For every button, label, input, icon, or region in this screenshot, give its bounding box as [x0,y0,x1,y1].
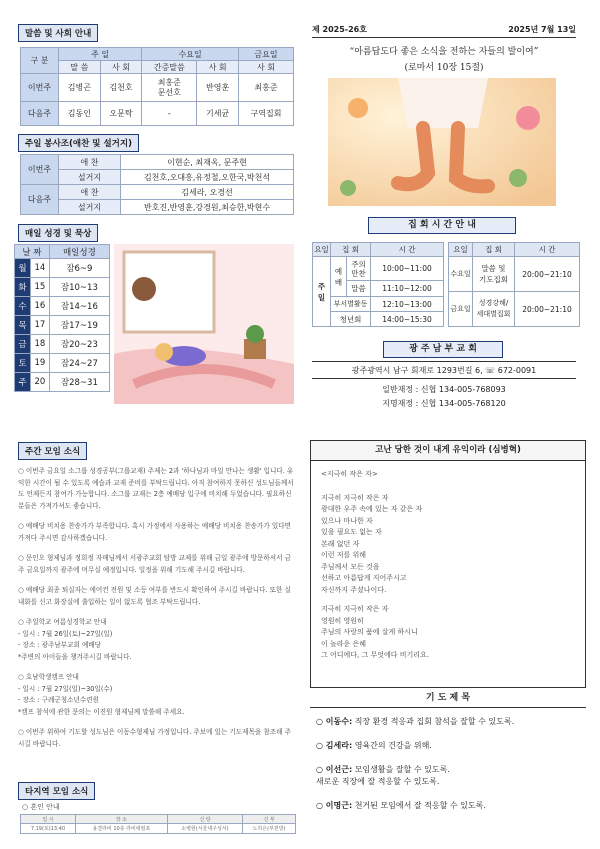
date: 15 [31,278,50,297]
poem-line: 영원히 영원히 [321,616,364,625]
poem-line: 주님께서 모든 것을 [321,562,380,571]
meditation-illustration [114,244,294,404]
prayer-item: ○ 김세라: 영육간의 건강을 위해. [316,741,432,750]
church-name: 광 주 남 부 교 회 [383,341,503,358]
news-item: ○ 이번주 위하여 기도할 성도님은 이동수형제님 가정입니다. 주보에 있는 기도제목을 참조해 주시길 바랍니다. [18,728,291,748]
meeting-name: 주의 만찬 [347,257,371,281]
cell: 7.19(토)13:40 [21,824,76,834]
poem-line: 이 놀라운 은혜 [321,639,367,648]
header-meeting: 집 회 [473,243,515,257]
news-item: ○ 이번주 금요일 소그룹 성경공부(그룹교재) 주제는 2과 '하나님과 마일 만나는 생활' 입니다. 유익한 시간이 될 수 있도록 예습과 교재 준비를 부탁드립니다. 아직 참여하지 못하신 성도님들께서도 언제든지 참여가 가능합니다. 소그룹 교재는 2층 예배당 입구에 비치해 두었습니다. 필요하신 분들은 가져가셔도 좋습니다. [18,467,294,510]
header-time: 시 간 [371,243,444,257]
reading: 잠24~27 [49,354,109,373]
poem-line: 본래 없던 자 [321,539,360,548]
reading: 잠6~9 [49,259,109,278]
header-testimony: 간증말씀 [142,61,197,74]
row-label: 다음주 [21,102,59,126]
header: 일 시 [21,815,76,824]
poem-line: 그 어디에다, 그 무엇에다 비기리요. [321,651,430,659]
prayer-item: ○ 이선근: 모임생활을 잘할 수 있도록. 새로운 직장에 잘 적응할 수 있도록. [316,765,450,786]
header-host-wed: 사 회 [197,61,239,74]
news-item: ○ 문인오 형제님과 정희정 자매님께서 서광주교회 탐방 교제를 위해 금일 광주에 방문하셔서 금주 금요일까지 광주에 머무실 예정입니다. 일정을 위해 기도해 주시길 바랍니다. [18,554,291,574]
date: 20 [31,373,50,392]
cell: 애 찬 [59,155,121,170]
schedule-title: 집 회 시 간 안 내 [368,217,516,234]
dow: 목 [15,316,31,335]
cell: 최홍준 [238,74,293,102]
header-host: 사 회 [100,61,142,74]
reading: 잠20~23 [49,335,109,354]
poem-line: 지극히 지극히 작은 자 [321,605,389,613]
verse: “아름답도다 좋은 소식을 전하는 자들의 발이여” [349,47,539,57]
news-item: ○ 호남학생캠프 안내 - 일시 : 7월 27일(일)~30일(수) - 장소 : 구례군청소년수련원 *캠프 참석에 관한 문의는 이진원 형제님께 말씀해 주세요. [18,673,185,716]
date: 14 [31,259,50,278]
poem-line: 있으나 마나한 자 [321,516,373,525]
schedule-table-weekday [448,242,580,327]
meeting-name: 성경강해/ 세대별집회 [473,292,515,327]
schedule-table-sunday [312,242,444,327]
reading: 잠17~19 [49,316,109,335]
header-sunday: 주 일 [59,48,142,61]
meeting-time: 20:00~21:10 [515,292,580,327]
wednesday-label: 수요일 [449,257,473,292]
poem-line: 선하고 아름답게 지어주시고 [321,574,407,582]
header: 신 랑 [167,815,242,824]
meeting-time: 10:00~11:00 [371,257,444,281]
cell: 오문탁 [100,102,142,126]
prayer-list [316,716,584,824]
date: 16 [31,297,50,316]
poem-subtitle: <지극히 작은 자> [321,470,378,478]
cell: 설거지 [59,170,121,185]
header-reading: 매일성경 [49,245,109,259]
poem-title: 고난 당한 것이 내게 유익이라 (심병혁) [311,441,585,461]
dow: 월 [15,259,31,278]
cell: 기세균 [197,102,239,126]
cell: 노하은(부천방) [243,824,296,834]
news-section-title: 주간 모임 소식 [18,442,87,460]
header-meeting: 집 회 [331,243,371,257]
duty-section-title: 말씀 및 사회 안내 [18,24,98,42]
cell: 김동인 [59,102,101,126]
header-wednesday: 수요일 [142,48,239,61]
header-day: 날 짜 [15,245,50,259]
header-friday: 금요일 [238,48,293,61]
header-day: 요일 [313,243,331,257]
poem-line: 광대한 우주 속에 있는 자 같은 자 [321,505,423,513]
header: 장 소 [76,815,168,824]
service-section-title: 주일 봉사조(애찬 및 설거지) [18,134,139,152]
cell: 설거지 [59,200,121,215]
daily-section-title: 매일 성경 및 묵상 [18,224,98,242]
dow: 금 [15,335,31,354]
cell: 김천호,오대흥,유정철,오한국,박천석 [121,170,294,185]
cell: 반호진,반영훈,강경원,최승한,박현수 [121,200,294,215]
news-item: ○ 예배당 비치용 찬송가가 부족합니다. 혹시 가정에서 사용하는 예배당 비치용 찬송가가 있다면 가져다 주시면 감사하겠습니다. [18,522,291,542]
meeting-time: 11:10~12:00 [371,281,444,297]
friday-label: 금요일 [449,292,473,327]
cell: 소병현(서울대구성서) [167,824,242,834]
meeting-name: 말씀 [347,281,371,297]
poem-line: 자신까지 주셨나이다. [321,585,387,594]
news-list [18,466,296,759]
row-label: 다음주 [21,185,59,215]
cell: 김병곤 [59,74,101,102]
cell: 이현순, 최재옥, 문주현 [121,155,294,170]
header-gubun: 구 분 [21,48,59,74]
dow: 주 [15,373,31,392]
other-region-title: 타지역 모임 소식 [18,782,95,800]
duty-table [20,47,294,126]
cell: 용결라비 10층 라비에펄포 [76,824,168,834]
header: 신 부 [243,815,296,824]
account-designated: 지명재정 : 신협 134-005-768120 [382,399,506,408]
cell: 김천호 [100,74,142,102]
poem-line: 주님의 사랑의 품에 살게 하시니 [321,628,418,636]
news-item: ○ 예배당 최종 퇴실자는 에어컨 전원 및 소등 여부를 반드시 확인하여 주시길 바랍니다. 또한 실내화를 신고 화장실에 출입하는 일이 없도록 협조 부탁드립니다. [18,586,291,606]
header-time: 시 간 [515,243,580,257]
news-item: ○ 주일학교 여름성경학교 안내 - 일시 : 7월 26일(토)~27일(일) - 장소 : 광주남부교회 예배당 *주변의 아이들을 챙겨주시길 바랍니다. [18,618,132,661]
poem-box [310,440,586,688]
dow: 수 [15,297,31,316]
prayer-item: ○ 이명근: 천거된 모임에서 잘 적응할 수 있도록. [316,801,486,810]
row-label: 이번주 [21,74,59,102]
cell: 반영훈 [197,74,239,102]
cell: - [142,102,197,126]
dow: 토 [15,354,31,373]
cell: 구역집회 [238,102,293,126]
daily-table [14,244,110,392]
meeting-time: 14:00~15:30 [371,312,444,327]
poem-line: 있을 필요도 없는 자 [321,528,382,536]
sunday-label: 주 일 [313,257,331,327]
wedding-table [20,814,296,834]
poem-line: 지극히 지극히 작은 자 [321,493,389,502]
prayer-title: 기 도 제 목 [310,690,586,708]
reading: 잠10~13 [49,278,109,297]
wedding-notice: ○ 혼인 안내 [22,803,60,811]
church-address: 광주광역시 남구 회재로 1293번길 6, ☏ 672-0091 [312,361,576,379]
cell: 최홍준 문선호 [142,74,197,102]
meeting-name: 부서별활동 [331,297,371,312]
reading: 잠14~16 [49,297,109,316]
date: 17 [31,316,50,335]
header-sermon: 말 씀 [59,61,101,74]
account-general: 일반재정 : 신협 134-005-768093 [382,385,506,394]
reading: 잠28~31 [49,373,109,392]
feet-illustration [328,78,556,206]
cell: 애 찬 [59,185,121,200]
worship-label: 예 배 [331,257,347,297]
meeting-name: 말씀 및 기도집회 [473,257,515,292]
row-label: 이번주 [21,155,59,185]
poem-line: 이런 저를 위해 [321,551,367,559]
header-host-fri: 사 회 [238,61,293,74]
issue-date: 2025년 7월 13일 [508,25,576,34]
issue-number: 제 2025-26호 [312,25,367,34]
dow: 화 [15,278,31,297]
date: 18 [31,335,50,354]
date: 19 [31,354,50,373]
verse-reference: (로마서 10장 15절) [404,63,484,73]
meeting-time: 12:10~13:00 [371,297,444,312]
cell: 김세라, 오경선 [121,185,294,200]
service-table [20,154,294,215]
header-day: 요일 [449,243,473,257]
meeting-time: 20:00~21:10 [515,257,580,292]
meeting-name: 청년회 [331,312,371,327]
prayer-item: ○ 이동수: 직장 환경 적응과 집회 참석을 잘할 수 있도록. [316,717,515,726]
